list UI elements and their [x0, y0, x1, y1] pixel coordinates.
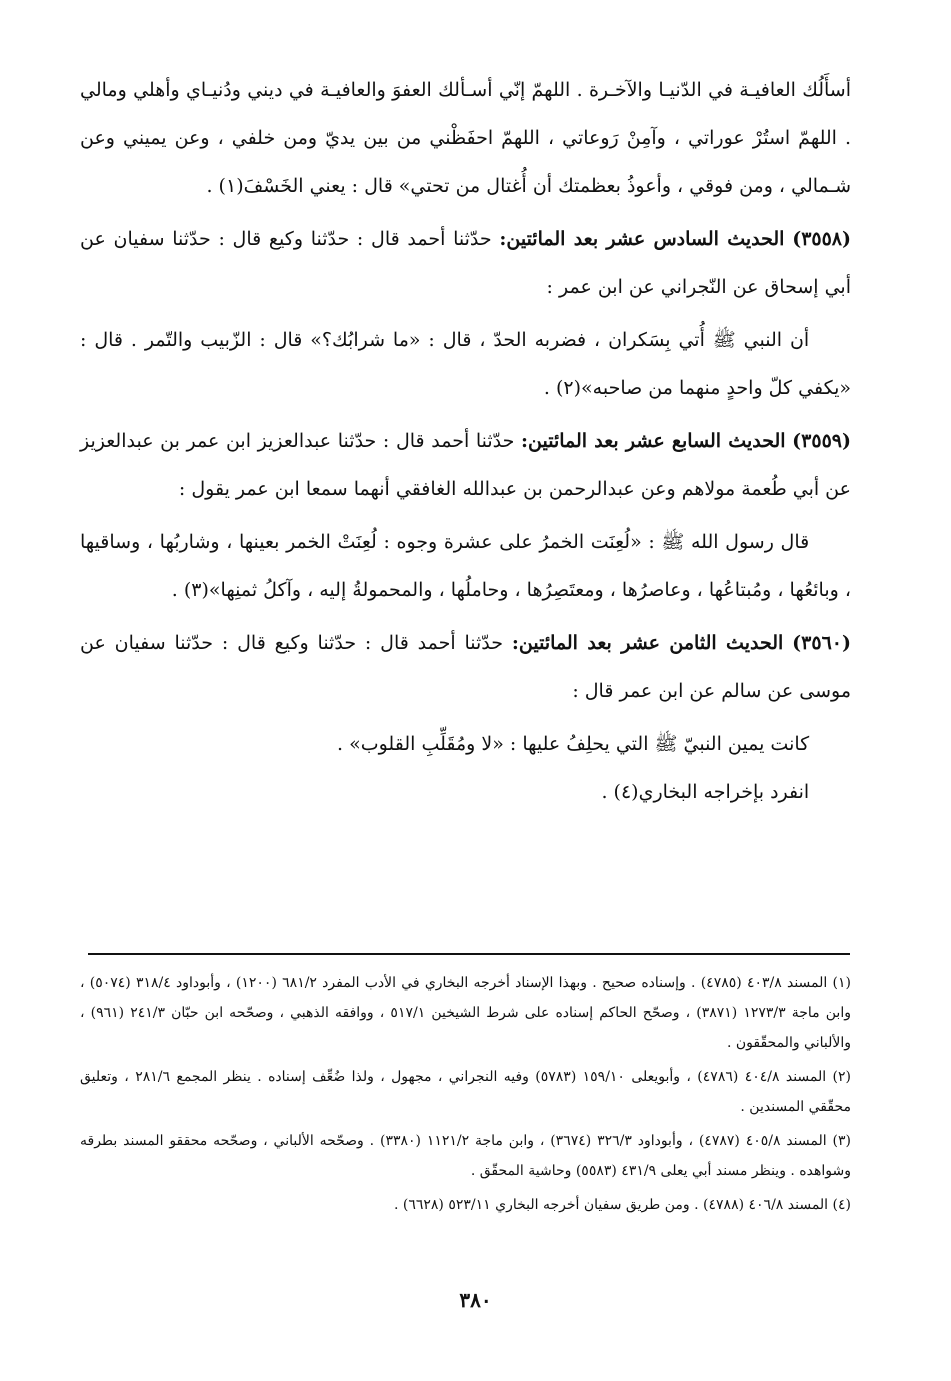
- footnote-2: (٢) المسند ٤٠٤/٨ (٤٧٨٦) ، وأبويعلى ١٥٩/١٠ (٥٧٨٣) وفيه النجراني ، مجهول ، ولذا ضُعِّف إسناده . ينظر المجمع ٢٨١/٦ ، وتعليق محقّقي المسندين .: [80, 1069, 851, 1115]
- continuation-paragraph: أسأَلُك العافيـة في الدّنيـا والآخـرة . اللهمّ إنّي أسـألك العفوَ والعافيـة في ديني ودُنيـاي وأهلي ومالي . اللهمّ استُرْ عوراتي ، وآمِنْ رَوعاتي ، اللهمّ احفَظْني من بين يديّ ومن خلفي ، وعن يميني وعن شـمالي ، ومن فوقي ، وأعوذُ بعظمتك أن أُغتال من تحتي» قال : يعني الخَسْفَ(١) .: [80, 79, 852, 197]
- hadith-number: (٣٥٥٨): [792, 228, 852, 250]
- hadith-matn-3559: قال رسول الله ﷺ : «لُعِنَت الخمرُ على عشرة وجوه : لُعِنَتْ الخمر بعينها ، وشاربُها ، وساقيها ، وبائعُها ، ومُبتاعُها ، وعاصرُها ، ومعتَصِرُها ، وحاملُها ، والمحمولةُ إليه ، وآكلُ ثمنِها»(٣) .: [80, 531, 851, 601]
- hadith-isnad-text: حدّثنا أحمد قال : حدّثنا عبدالعزيز ابن عمر بن عبدالعزيز عن أبي طُعمة مولاهم وعن عبدالرحمن بن عبدالله الغافقي أنهما سمعا ابن عمر يقول :: [80, 430, 851, 500]
- hadith-title: الحديث السادس عشر بعد المائتين:: [499, 228, 785, 250]
- hadith-number: (٣٥٥٩): [792, 430, 851, 452]
- main-text: [80, 66, 851, 816]
- hadith-isnad-text: حدّثنا أحمد قال : حدّثنا وكيع قال : حدّثنا سفيان عن موسى عن سالم عن ابن عمر قال :: [80, 632, 851, 702]
- footnotes: [80, 968, 851, 1224]
- footnote-1: (١) المسند ٤٠٣/٨ (٤٧٨٥) . وإسناده صحيح . وبهذا الإسناد أخرجه البخاري في الأدب المفرد ٦٨١/٢ (١٢٠٠) ، وأبوداود ٣١٨/٤ (٥٠٧٤) ، وابن ماجة ١٢٧٣/٣ (٣٨٧١) ، وصحّح الحاكم إسناده على شرط الشيخين ٥١٧/١ ، ووافقه الذهبي ، وصحّحه ابن حبّان ٢٤١/٣ (٩٦١) ، والألباني والمحقّقون .: [80, 975, 851, 1051]
- hadith-isnad-3560: [80, 619, 851, 715]
- hadith-title: الحديث الثامن عشر بعد المائتين:: [511, 632, 784, 654]
- hadith-isnad-text: حدّثنا أحمد قال : حدّثنا وكيع قال : حدّثنا سفيان عن أبي إسحاق عن النّجراني عن ابن عمر :: [80, 228, 851, 298]
- hadith-note-3560: انفرد بإخراجه البخاري(٤) .: [601, 781, 810, 803]
- hadith-number: (٣٥٦٠): [792, 632, 851, 654]
- hadith-title: الحديث السابع عشر بعد المائتين:: [521, 430, 786, 452]
- footnote-divider: [88, 953, 850, 955]
- hadith-matn-3560: كانت يمين النبيّ ﷺ التي يحلِفُ عليها : «لا ومُقَلِّبِ القلوب» .: [337, 733, 810, 755]
- hadith-isnad-3559: [80, 417, 851, 513]
- page-number: ٣٨٠: [459, 1288, 492, 1312]
- hadith-matn-3558: أن النبي ﷺ أُتي بِسَكران ، فضربه الحدّ ، قال : «ما شرابُك؟» قال : الزّبيب والتّمر . قال : «يكفي كلّ واحدٍ منهما من صاحبه»(٢) .: [80, 329, 851, 399]
- footnote-3: (٣) المسند ٤٠٥/٨ (٤٧٨٧) ، وأبوداود ٣٢٦/٣ (٣٦٧٤) ، وابن ماجة ١١٢١/٢ (٣٣٨٠) . وصحّحه الألباني ، وصحّحه محققو المسند بطرقه وشواهده . وينظر مسند أبي يعلى ٤٣١/٩ (٥٥٨٣) وحاشية المحقّق .: [80, 1133, 851, 1179]
- footnote-4: (٤) المسند ٤٠٦/٨ (٤٧٨٨) . ومن طريق سفيان أخرجه البخاري ٥٢٣/١١ (٦٦٢٨) .: [393, 1197, 851, 1213]
- hadith-isnad-3558: [80, 215, 851, 311]
